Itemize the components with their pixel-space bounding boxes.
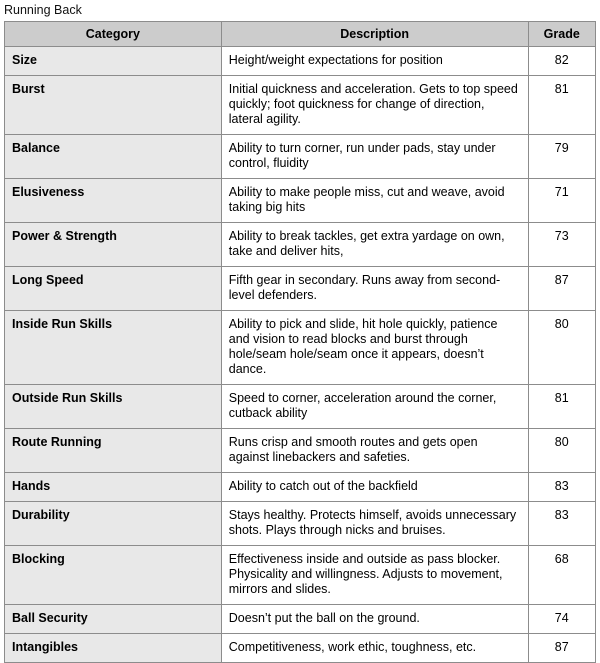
cell-grade: 82 [528, 47, 596, 76]
table-row [5, 223, 596, 267]
cell-grade: 83 [528, 502, 596, 546]
cell-grade: 74 [528, 605, 596, 634]
cell-category: Outside Run Skills [5, 385, 222, 429]
column-header-description: Description [221, 22, 528, 47]
table-row [5, 47, 596, 76]
cell-category: Ball Security [5, 605, 222, 634]
table-row [5, 267, 596, 311]
table-row [5, 179, 596, 223]
table-row [5, 311, 596, 385]
cell-grade: 83 [528, 473, 596, 502]
cell-grade: 81 [528, 76, 596, 135]
cell-grade: 87 [528, 634, 596, 663]
cell-category: Power & Strength [5, 223, 222, 267]
table-row [5, 502, 596, 546]
table-row [5, 546, 596, 605]
column-header-grade: Grade [528, 22, 596, 47]
cell-category: Route Running [5, 429, 222, 473]
table-row [5, 135, 596, 179]
cell-description: Doesn’t put the ball on the ground. [221, 605, 528, 634]
cell-description: Height/weight expectations for position [221, 47, 528, 76]
cell-description: Ability to break tackles, get extra yardage on own, take and deliver hits, [221, 223, 528, 267]
cell-grade: 71 [528, 179, 596, 223]
cell-category: Balance [5, 135, 222, 179]
column-header-category: Category [5, 22, 222, 47]
cell-grade: 79 [528, 135, 596, 179]
table-header-row [5, 22, 596, 47]
cell-description: Runs crisp and smooth routes and gets open against linebackers and safeties. [221, 429, 528, 473]
cell-description: Ability to catch out of the backfield [221, 473, 528, 502]
cell-category: Inside Run Skills [5, 311, 222, 385]
cell-description: Ability to make people miss, cut and weave, avoid taking big hits [221, 179, 528, 223]
cell-category: Elusiveness [5, 179, 222, 223]
table-row [5, 76, 596, 135]
cell-category: Intangibles [5, 634, 222, 663]
cell-description: Effectiveness inside and outside as pass blocker. Physicality and willingness. Adjusts to movement, mirrors and slides. [221, 546, 528, 605]
table-row [5, 385, 596, 429]
cell-grade: 68 [528, 546, 596, 605]
page-title: Running Back [4, 3, 82, 17]
cell-grade: 81 [528, 385, 596, 429]
cell-description: Stays healthy. Protects himself, avoids unnecessary shots. Plays through nicks and bruises. [221, 502, 528, 546]
table-row [5, 429, 596, 473]
cell-category: Size [5, 47, 222, 76]
cell-grade: 80 [528, 429, 596, 473]
cell-description: Speed to corner, acceleration around the corner, cutback ability [221, 385, 528, 429]
cell-description: Ability to pick and slide, hit hole quickly, patience and vision to read blocks and burst through hole/seam hole/seam once it appears, doesn’t dance. [221, 311, 528, 385]
cell-grade: 73 [528, 223, 596, 267]
scouting-grades-table [4, 21, 596, 663]
cell-description: Ability to turn corner, run under pads, stay under control, fluidity [221, 135, 528, 179]
cell-grade: 87 [528, 267, 596, 311]
cell-description: Fifth gear in secondary. Runs away from second-level defenders. [221, 267, 528, 311]
cell-category: Blocking [5, 546, 222, 605]
table-row [5, 605, 596, 634]
cell-category: Durability [5, 502, 222, 546]
table-row [5, 473, 596, 502]
cell-category: Burst [5, 76, 222, 135]
cell-grade: 80 [528, 311, 596, 385]
cell-description: Competitiveness, work ethic, toughness, etc. [221, 634, 528, 663]
table-body [5, 47, 596, 663]
cell-category: Long Speed [5, 267, 222, 311]
cell-category: Hands [5, 473, 222, 502]
table-row [5, 634, 596, 663]
cell-description: Initial quickness and acceleration. Gets to top speed quickly; foot quickness for change of direction, lateral agility. [221, 76, 528, 135]
